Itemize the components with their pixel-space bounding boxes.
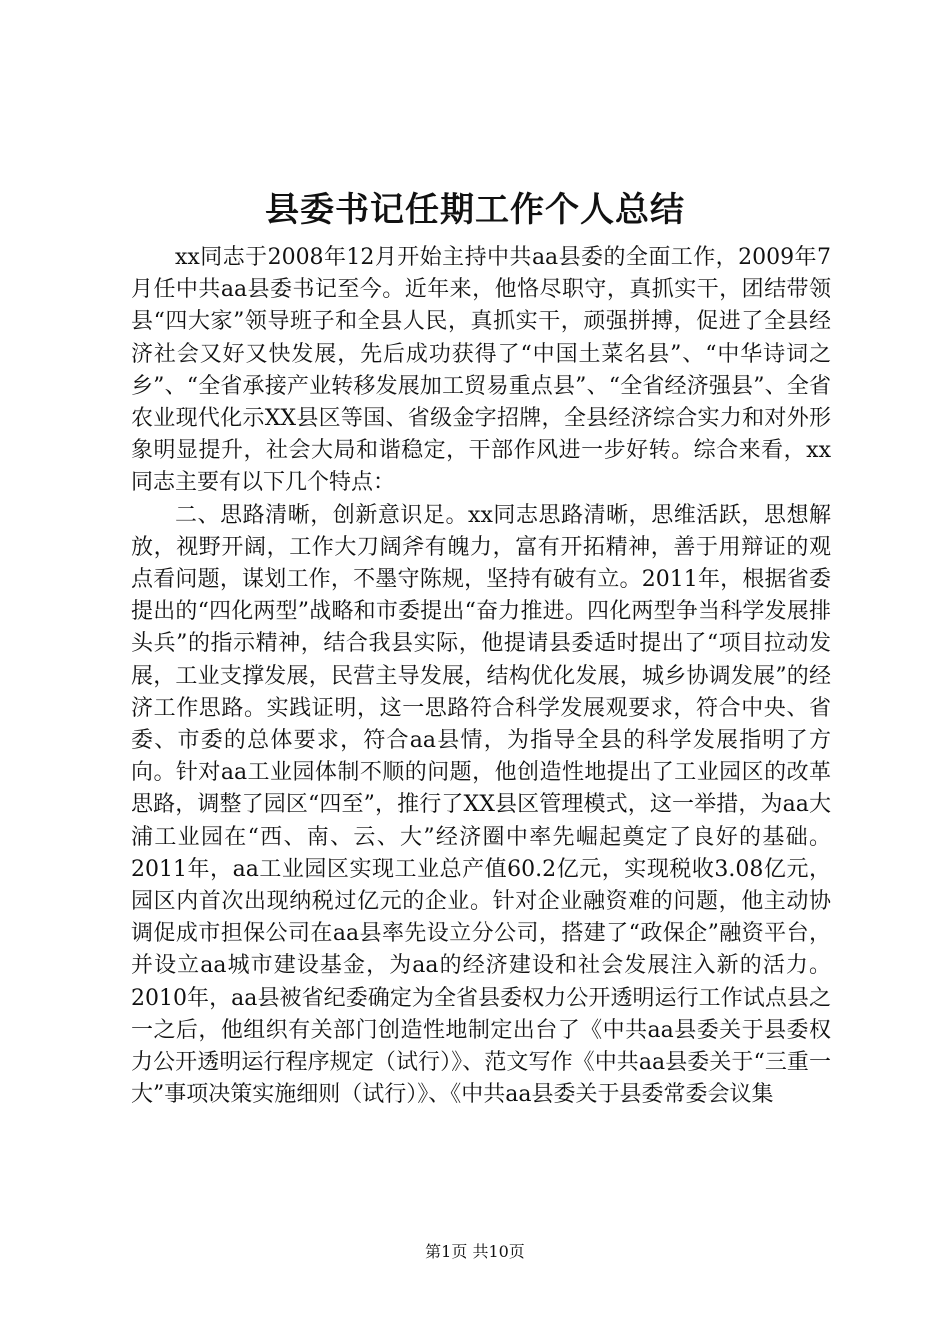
body-paragraph-2: 二、思路清晰，创新意识足。xx同志思路清晰，思维活跃，思想解放，视野开阔，工作大刀阔斧有魄力，富有开拓精神，善于用辩证的观点看问题，谋划工作，不墨守陈规，坚持有破有立。2011年，根据省委提出的“四化两型”战略和市委提出“奋力推进。四化两型争当科学发展排头兵”的指示精神，结合我县实际，他提请县委适时提出了“项目拉动发展，工业支撑发展，民营主导发展，结构优化发展，城乡协调发展”的经济工作思路。实践证明，这一思路符合科学发展观要求，符合中央、省委、市委的总体要求，符合aa县情，为指导全县的科学发展指明了方向。针对aa工业园体制不顺的问题，他创造性地提出了工业园区的改革思路，调整了园区“四至”，推行了XX县区管理模式，这一举措，为aa大浦工业园在“西、南、云、大”经济圈中率先崛起奠定了良好的基础。2011年，aa工业园区实现工业总产值60.2亿元，实现税收3.08亿元，园区内首次出现纳税过亿元的企业。针对企业融资难的问题，他主动协调促成市担保公司在aa县率先设立分公司，搭建了“政保企”融资平台，并设立aa城市建设基金，为aa的经济建设和社会发展注入新的活力。2010年，aa县被省纪委确定为全省县委权力公开透明运行工作试点县之一之后，他组织有关部门创造性地制定出台了《中共aa县委关于县委权力公开透明运行程序规定（试行）》、范文写作《中共aa县委关于“三重一大”事项决策实施细则（试行）》、《中共aa县委关于县委常委会议集 <box>131 502 831 1108</box>
body-paragraph-1: xx同志于2008年12月开始主持中共aa县委的全面工作，2009年7月任中共aa县委书记至今。近年来，他恪尽职守，真抓实干，团结带领县“四大家”领导班子和全县人民，真抓实干，顽强拼搏，促进了全县经济社会又好又快发展，先后成功获得了“中国土菜名县”、“中华诗词之乡”、“全省承接产业转移发展加工贸易重点县”、“全省经济强县”、全省农业现代化示XX县区等国、省级金字招牌，全县经济综合实力和对外形象明显提升，社会大局和谐稳定，干部作风进一步好转。综合来看，xx同志主要有以下几个特点： <box>131 245 831 496</box>
page-number-footer: 第1页 共10页 <box>425 1242 525 1261</box>
document-body <box>131 242 831 1111</box>
document-title: 县委书记任期工作个人总结 <box>265 190 685 230</box>
